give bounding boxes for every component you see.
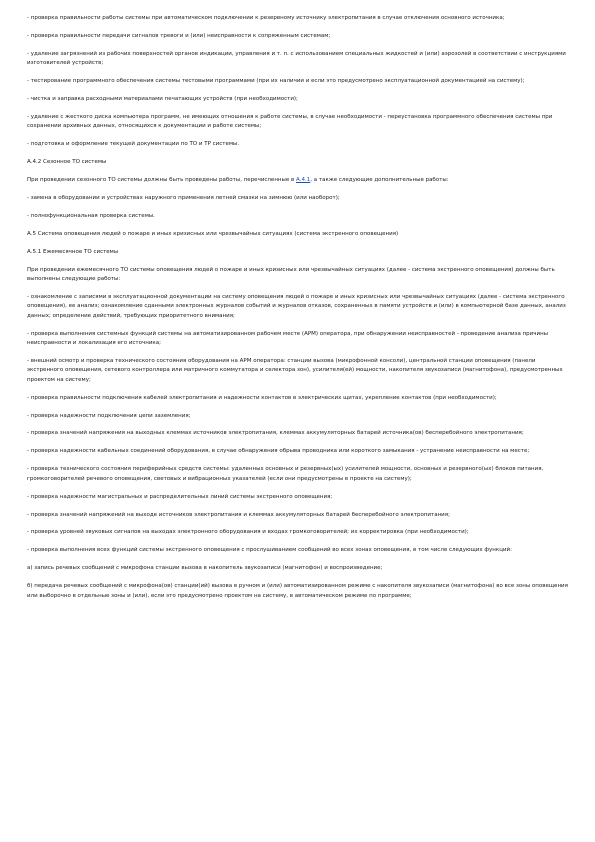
cross-reference-link[interactable]: А.4.1 bbox=[295, 177, 311, 184]
list-item: - проверка выполнения всех функций системы экстренного оповещения с прослушиванием сообщений во всех зонах оповещения, в том числе следующих функций: bbox=[27, 547, 512, 554]
list-item: - проверка надежности подключения цепи заземления; bbox=[27, 412, 191, 419]
list-item: - внешний осмотр и проверка технического состояния оборудования на АРМ оператора: станции вызова (микрофонной консоли), центральной станции оповещения (панели экстренного оповещения, сетевого контроллера или матричного коммутатора и селектора зон), усилителя(ей) мощности, накопителя звукозаписи (магнитофона), предусмотренных проектом на систему; bbox=[27, 357, 563, 383]
section-heading: А.5 Система оповещения людей о пожаре и иных кризисных или чрезвычайных ситуациях (система экстренного оповещения) bbox=[27, 230, 399, 237]
list-item: - проверка надежности кабельных соединений оборудования, в случае обнаружения обрыва проводника или короткого замыкания - устранение неисправности на месте; bbox=[27, 448, 530, 455]
paragraph-text-after: , а также следующие дополнительные работы: bbox=[310, 177, 449, 184]
list-item: - проверка правильности подключения кабелей электропитания и надежности контактов в электрических щитах, укрепление контактов (при необходимости); bbox=[27, 394, 497, 401]
paragraph: При проведении ежемесячного ТО системы оповещения людей о пожаре и иных кризисных или чрезвычайных ситуациях (далее - система экстренного оповещения) должны быть выполнены следующие работы: bbox=[27, 266, 555, 282]
paragraph-text-before: При проведении сезонного ТО системы должны быть проведены работы, перечисленные в bbox=[27, 177, 296, 184]
list-item: б) передача речевых сообщений с микрофона(ов) станции(ий) вызова в ручном и (или) автоматизированном режиме с накопителя звукозаписи (магнитофона) во все зоны оповещения или выборочно в отдельные зоны и (или), если это предусмотрено проектом на систему, в автоматическом режиме по программе; bbox=[27, 583, 568, 599]
section-heading: А.5.1 Ежемесячное ТО системы bbox=[27, 248, 119, 255]
list-item: - тестирование программного обеспечения системы тестовыми программами (при их наличии и если это предусмотрено эксплуатационной документацией на систему); bbox=[27, 78, 525, 85]
list-item: - проверка выполнения системных функций системы на автоматизированном рабочем месте (АРМ) оператора, при обнаружении неисправностей - проведение анализа причины неисправности и локализация его источника; bbox=[27, 330, 549, 347]
list-item: - подготовка и оформление текущей документации по ТО и ТР системы. bbox=[27, 141, 240, 148]
list-item: - проверка технического состояния периферийных средств системы: удаленных основных и резервных(ых) усилителей мощности, основных и резервного(ых) блоков питания, громкоговорителей речевого оповещения, световых и вибрационных указателей (если они предусмотрены в проекте на систему); bbox=[27, 466, 544, 482]
list-item: - чистка и заправка расходными материалами печатающих устройств (при необходимости); bbox=[27, 96, 298, 103]
list-item: - проверка правильности работы системы при автоматическом подключении к резервному источнику электропитания в случае отключения основного источника; bbox=[27, 15, 505, 21]
paragraph-with-link bbox=[27, 176, 568, 185]
list-item: - удаление с жесткого диска компьютера программ, не имеющих отношения к работе системы, в случае необходимости - переустановка программного обеспечения системы при сохранении архивных данных, относящихся к документации и работе системы; bbox=[27, 113, 553, 130]
list-item: - замена в оборудовании и устройствах наружного применения летней смазки на зимнюю (или наоборот); bbox=[27, 194, 340, 201]
list-item: - проверка значений напряжений на выходе источников электропитания и клеммах аккумуляторных батарей бесперебойного электропитания; bbox=[27, 511, 450, 518]
list-item: - полнофункциональная проверка системы. bbox=[27, 212, 155, 219]
list-item: - проверка надежности магистральных и распределительных линий системы экстренного оповещения; bbox=[27, 493, 333, 500]
document-page bbox=[27, 14, 568, 609]
list-item: - ознакомление с записями в эксплуатационной документации на систему оповещения людей о пожаре и иных кризисных или чрезвычайных ситуациях (далее - система экстренного оповещения), ее анализ; ознакомление сданными электронных журналов событий и журналов отказов, сохраненных в памяти устройств и (или) в компьютерной базе данных, анализ данных; определение действий, требующих приоритетного внимания; bbox=[27, 293, 566, 319]
list-item: - удаление загрязнений из рабочих поверхностей органов индикации, управления и т. п. с использованием специальных жидкостей и (или) аэрозолей в соответствии с инструкциями изготовителей устройств; bbox=[27, 50, 566, 67]
section-heading: А.4.2 Сезонное ТО системы bbox=[27, 159, 107, 166]
list-item: - проверка правильности передачи сигналов тревоги и (или) неисправности к сопряженным системам; bbox=[27, 32, 331, 39]
list-item: - проверка значений напряжения на выходных клеммах источников электропитания, клеммах аккумуляторных батарей источника(ов) бесперебойного электропитания; bbox=[27, 430, 524, 437]
list-item: - проверка уровней звуковых сигналов на выходах электронного оборудования и входах громкоговорителей; их корректировка (при необходимости); bbox=[27, 529, 469, 536]
list-item: а) запись речевых сообщений с микрофона станции вызова в накопитель звукозаписи (магнитофон) и воспроизведение; bbox=[27, 565, 383, 572]
